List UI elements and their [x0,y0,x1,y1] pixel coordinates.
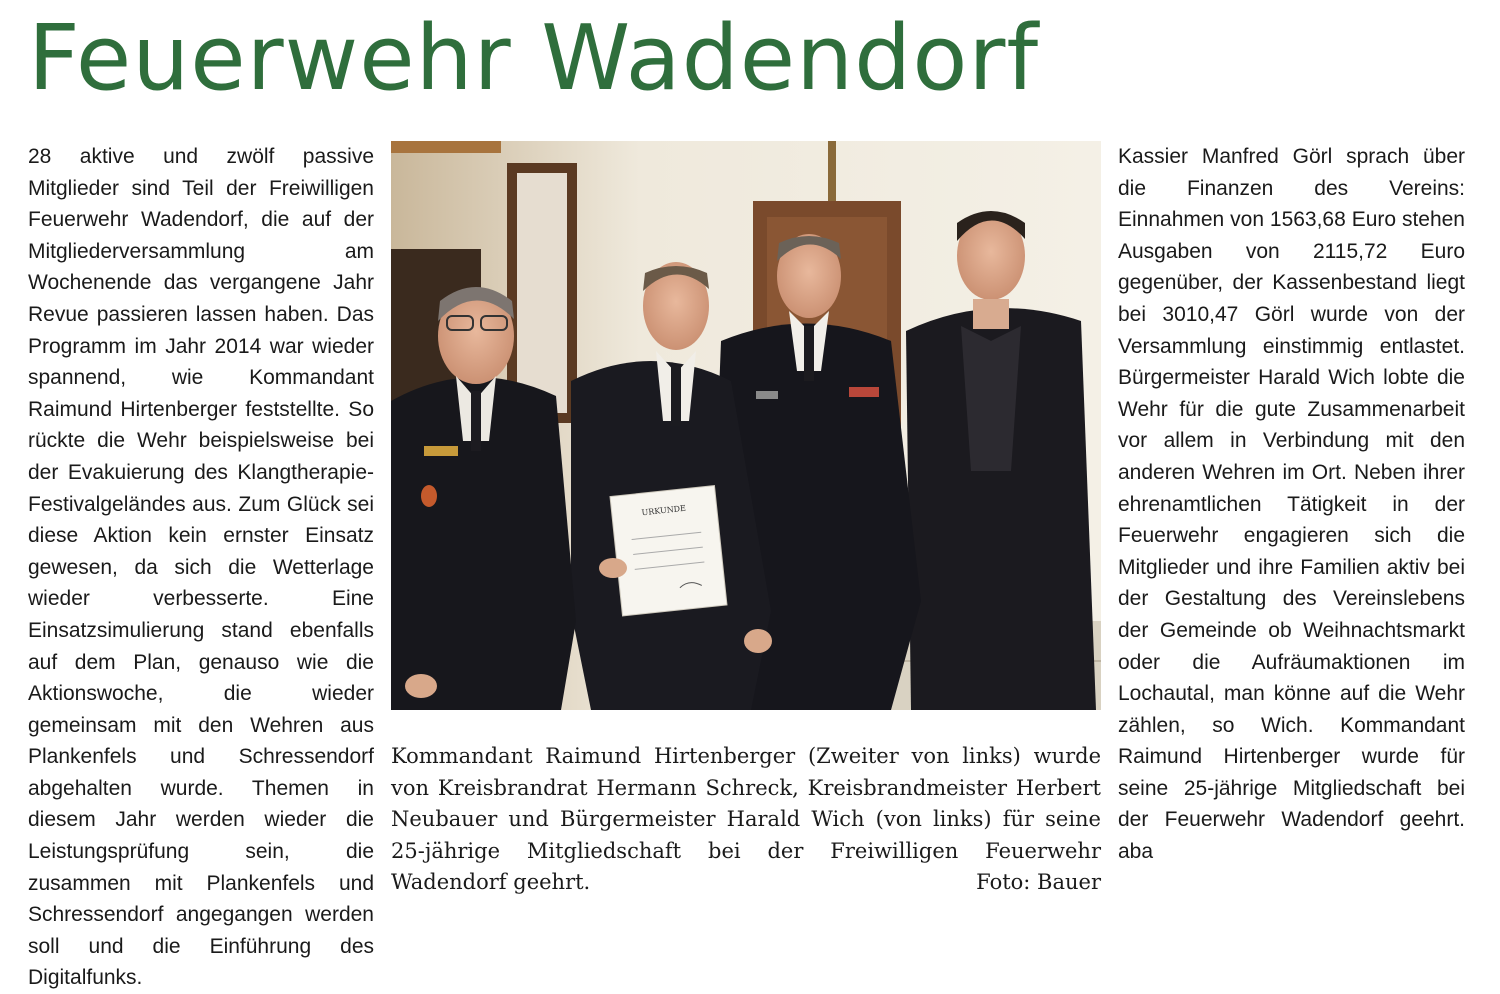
certificate [610,486,727,616]
article-headline: Feuerwehr Wadendorf [28,6,1040,111]
photo-illustration [391,141,1101,710]
photo-credit: Foto: Bauer [976,870,1101,895]
article-column-left [28,141,374,994]
article-text-left: 28 aktive und zwölf passive Mitglieder sind Teil der Freiwilligen Feuerwehr Wadendorf, die auf der Mitgliederversammlung am Wochenende das vergangene Jahr Revue passieren lassen haben. Das Programm im Jahr 2014 war wieder spannend, wie Kommandant Raimund Hirtenberger feststellte. So rückte die Wehr beispielsweise bei der Evakuierung des Klangtherapie-Festivalgeländes aus. Zum Glück sei diese Aktion kein ernster Einsatz gewesen, da sich die Wetterlage wieder verbesserte. Eine Einsatzsimulierung stand ebenfalls auf dem Plan, genauso wie die Aktionswoche, die wieder gemeinsam mit den Wehren aus Plankenfels und Schressendorf abgehalten wurde. Themen in diesem Jahr werden wieder die Leistungsprüfung sein, die zusammen mit Plankenfels und Schressendorf angegangen werden soll und die Einführung des Digitalfunks. [28,145,374,990]
certificate-title: URKUNDE [641,503,687,518]
article-photo [391,141,1101,710]
photo-caption [391,741,1101,899]
article-text-right: Kassier Manfred Görl sprach über die Finanzen des Vereins: Einnahmen von 1563,68 Euro stehen Ausgaben von 2115,72 Euro gegenüber, der Kassenbestand liegt bei 3010,47 Görl wurde von der Versammlung einstimmig entlastet. Bürgermeister Harald Wich lobte die Wehr für die gute Zusammenarbeit vor allem in Verbindung mit den anderen Wehren im Ort. Neben ihrer ehrenamtlichen Tätigkeit in der Feuerwehr engagieren sich die Mitglieder und ihre Familien aktiv bei der Gestaltung des Vereinslebens der Gemeinde ob Weihnachtsmarkt oder die Aufräumaktionen im Lochautal, man könne auf die Wehr zählen, so Wich. Kommandant Raimund Hirtenberger wurde für seine 25-jährige Mitgliedschaft bei der Feuerwehr Wadendorf geehrt. aba [1118,145,1465,864]
article-column-right [1118,141,1465,868]
caption-text: Kommandant Raimund Hirtenberger (Zweiter von links) wurde von Kreisbrandrat Hermann Schreck, Kreisbrandmeister Herbert Neubauer und Bürgermeister Harald Wich (von links) für seine 25-jährige Mitgliedschaft bei der Freiwilligen Feuerwehr Wadendorf geehrt. [391,744,1101,895]
